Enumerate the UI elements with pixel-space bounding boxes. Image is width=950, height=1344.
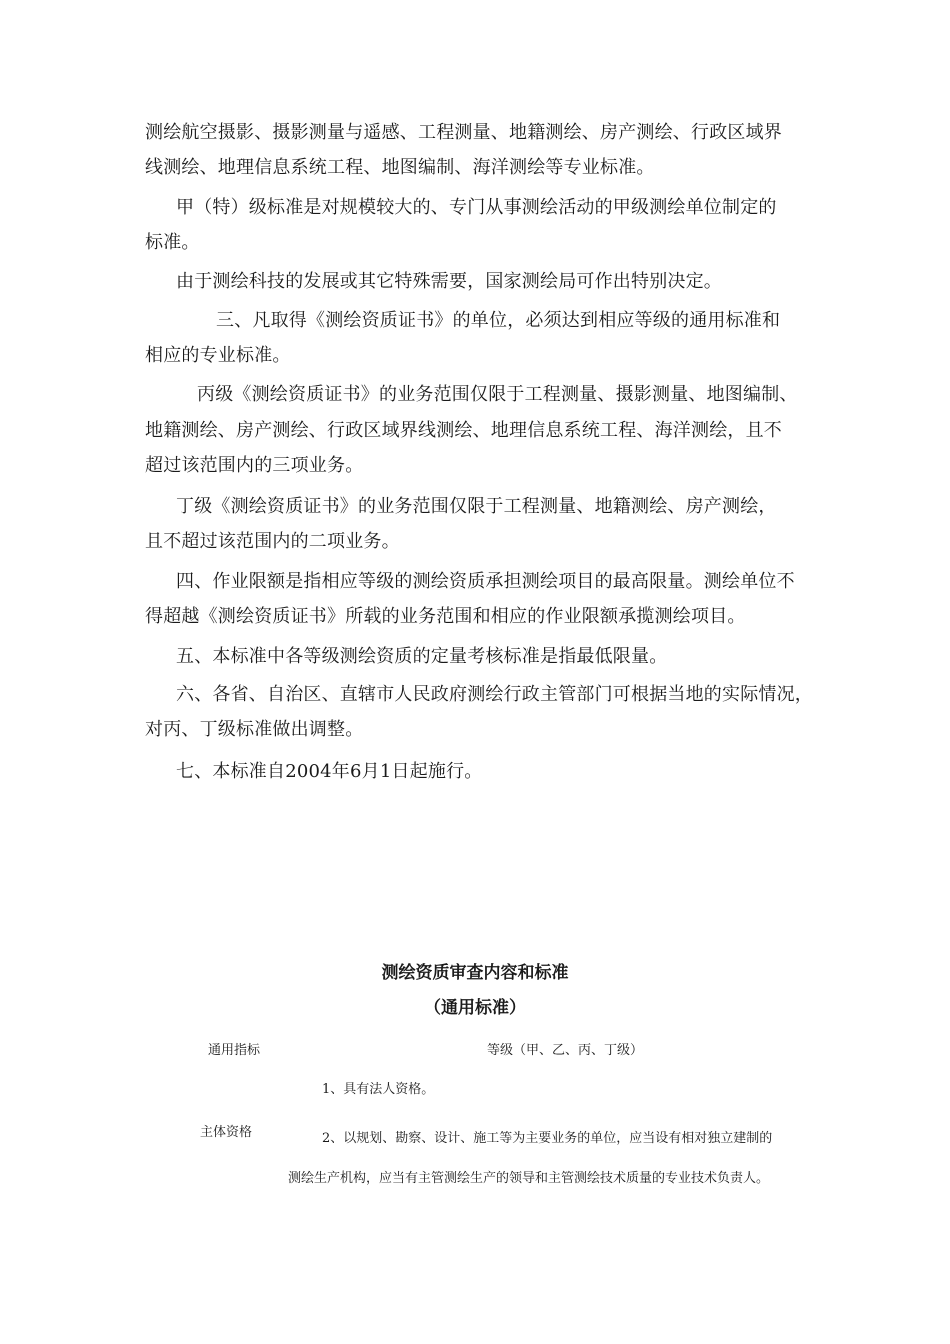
table-header-indicator: 通用指标 <box>208 1043 261 1058</box>
body-line: 地籍测绘、房产测绘、行政区域界线测绘、地理信息系统工程、海洋测绘，且不 <box>145 420 782 441</box>
body-line: 甲（特）级标准是对规模较大的、专门从事测绘活动的甲级测绘单位制定的 <box>176 197 777 218</box>
body-line: 四、作业限额是指相应等级的测绘资质承担测绘项目的最高限量。测绘单位不 <box>176 571 795 592</box>
body-line: 七、本标准自2004年6月1日起施行。 <box>176 761 483 782</box>
table-item-2-line-2: 测绘生产机构，应当有主管测绘生产的领导和主管测绘技术质量的专业技术负责人。 <box>288 1171 770 1186</box>
body-line: 标准。 <box>145 232 200 253</box>
table-row-label: 主体资格 <box>200 1125 253 1140</box>
body-line: 测绘航空摄影、摄影测量与遥感、工程测量、地籍测绘、房产测绘、行政区域界 <box>145 122 782 143</box>
body-line: 丙级《测绘资质证书》的业务范围仅限于工程测量、摄影测量、地图编制、 <box>197 384 798 405</box>
section-subtitle: （通用标准） <box>424 998 526 1018</box>
body-line: 丁级《测绘资质证书》的业务范围仅限于工程测量、地籍测绘、房产测绘， <box>176 496 777 517</box>
table-item-2-line-1: 2、以规划、勘察、设计、施工等为主要业务的单位，应当设有相对独立建制的 <box>322 1131 773 1146</box>
section-title: 测绘资质审查内容和标准 <box>381 963 569 983</box>
body-line: 五、本标准中各等级测绘资质的定量考核标准是指最低限量。 <box>176 646 668 667</box>
body-line: 六、各省、自治区、直辖市人民政府测绘行政主管部门可根据当地的实际情况， <box>176 684 813 705</box>
body-line: 相应的专业标准。 <box>145 345 291 366</box>
table-item-1: 1、具有法人资格。 <box>322 1082 435 1097</box>
body-line: 线测绘、地理信息系统工程、地图编制、海洋测绘等专业标准。 <box>145 157 655 178</box>
body-line: 超过该范围内的三项业务。 <box>145 455 364 476</box>
table-header-grade: 等级（甲、乙、丙、丁级） <box>487 1043 644 1058</box>
body-line: 由于测绘科技的发展或其它特殊需要，国家测绘局可作出特别决定。 <box>176 271 722 292</box>
body-line: 对丙、丁级标准做出调整。 <box>145 719 364 740</box>
body-line: 三、凡取得《测绘资质证书》的单位，必须达到相应等级的通用标准和 <box>216 310 781 331</box>
body-line: 且不超过该范围内的二项业务。 <box>145 531 400 552</box>
body-line: 得超越《测绘资质证书》所载的业务范围和相应的作业限额承揽测绘项目。 <box>145 606 746 627</box>
